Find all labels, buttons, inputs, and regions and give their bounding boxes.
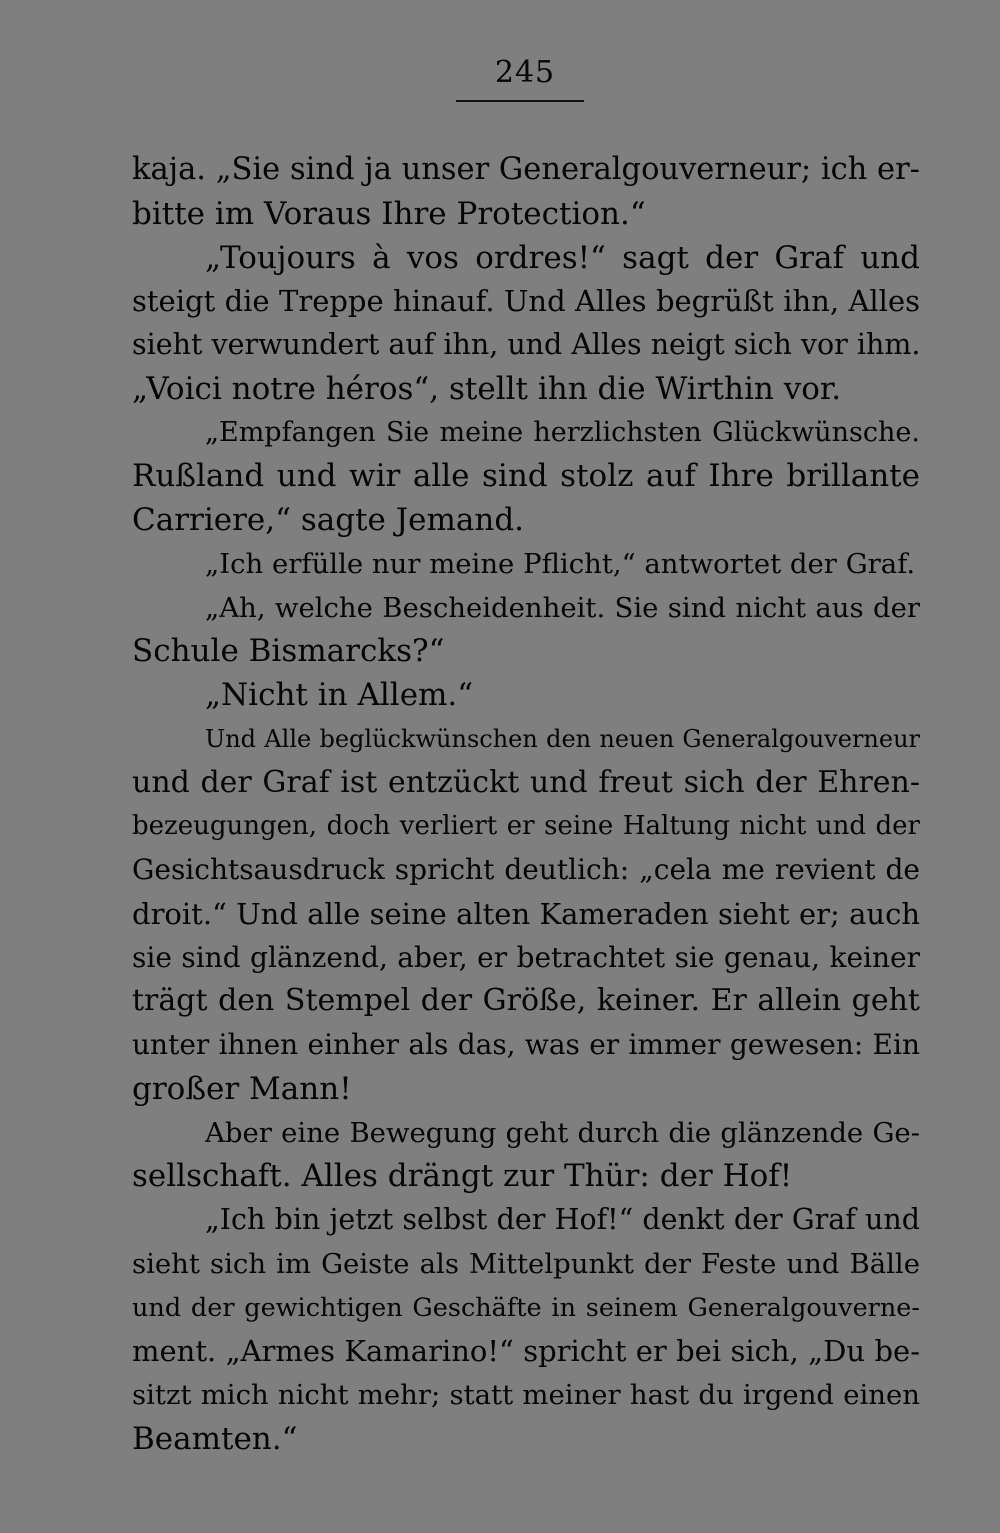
text-line: bitte im Voraus Ihre Protection.“: [132, 195, 646, 232]
text-line: sie sind glänzend, aber, er betrachtet sie genau, keiner: [132, 940, 920, 974]
text-line: kaja. „Sie sind ja unser Generalgouverneur; ich er-: [132, 152, 920, 187]
page-number: 245: [494, 55, 556, 90]
text-line: Carriere,“ sagte Jemand.: [132, 502, 525, 538]
text-line: Schule Bismarcks?“: [132, 633, 445, 670]
text-line: „Voici notre héros“, stellt ihn die Wirthin vor.: [132, 370, 842, 407]
text-line: „Empfangen Sie meine herzlichsten Glückwünsche.: [205, 416, 920, 448]
text-line: sieht verwundert auf ihn, und Alles neigt sich vor ihm.: [132, 328, 920, 361]
header-rule: [456, 100, 584, 102]
text-line: „Ah, welche Bescheidenheit. Sie sind nicht aus der: [205, 591, 920, 624]
text-line: sitzt mich nicht mehr; statt meiner hast du irgend einen: [132, 1379, 920, 1411]
text-line: ment. „Armes Kamarino!“ spricht er bei sich, „Du be-: [132, 1334, 920, 1369]
text-line: sellschaft. Alles drängt zur Thür: der Hof!: [132, 1158, 793, 1195]
text-line: Rußland und wir alle sind stolz auf Ihre brillante: [132, 458, 920, 495]
text-line: und der gewichtigen Geschäfte in seinem Generalgouverne-: [132, 1292, 920, 1323]
text-line: großer Mann!: [132, 1070, 352, 1107]
text-line: Und Alle beglückwünschen den neuen Generalgouverneur: [205, 724, 920, 753]
text-line: droit.“ Und alle seine alten Kameraden sieht er; auch: [132, 896, 920, 931]
text-line: Aber eine Bewegung geht durch die glänzende Ge-: [205, 1116, 920, 1149]
text-line: „Ich bin jetzt selbst der Hof!“ denkt der Graf und: [205, 1203, 920, 1236]
text-line: unter ihnen einher als das, was er immer gewesen: Ein: [132, 1028, 920, 1061]
text-line: Beamten.“: [132, 1420, 298, 1457]
text-line: steigt die Treppe hinauf. Und Alles begrüßt ihn, Alles: [132, 284, 920, 319]
text-line: „Toujours à vos ordres!“ sagt der Graf und: [205, 239, 920, 276]
text-line: bezeugungen, doch verliert er seine Haltung nicht und der: [132, 811, 920, 842]
text-line: trägt den Stempel der Größe, keiner. Er allein geht: [132, 983, 920, 1019]
text-line: „Ich erfülle nur meine Pflicht,“ antwortet der Graf.: [205, 547, 916, 580]
text-line: sieht sich im Geiste als Mittelpunkt der Feste und Bälle: [132, 1247, 920, 1280]
text-line: Gesichtsausdruck spricht deutlich: „cela me revient de: [132, 853, 920, 886]
text-line: und der Graf ist entzückt und freut sich der Ehren-: [132, 764, 920, 800]
text-line: „Nicht in Allem.“: [205, 677, 474, 713]
